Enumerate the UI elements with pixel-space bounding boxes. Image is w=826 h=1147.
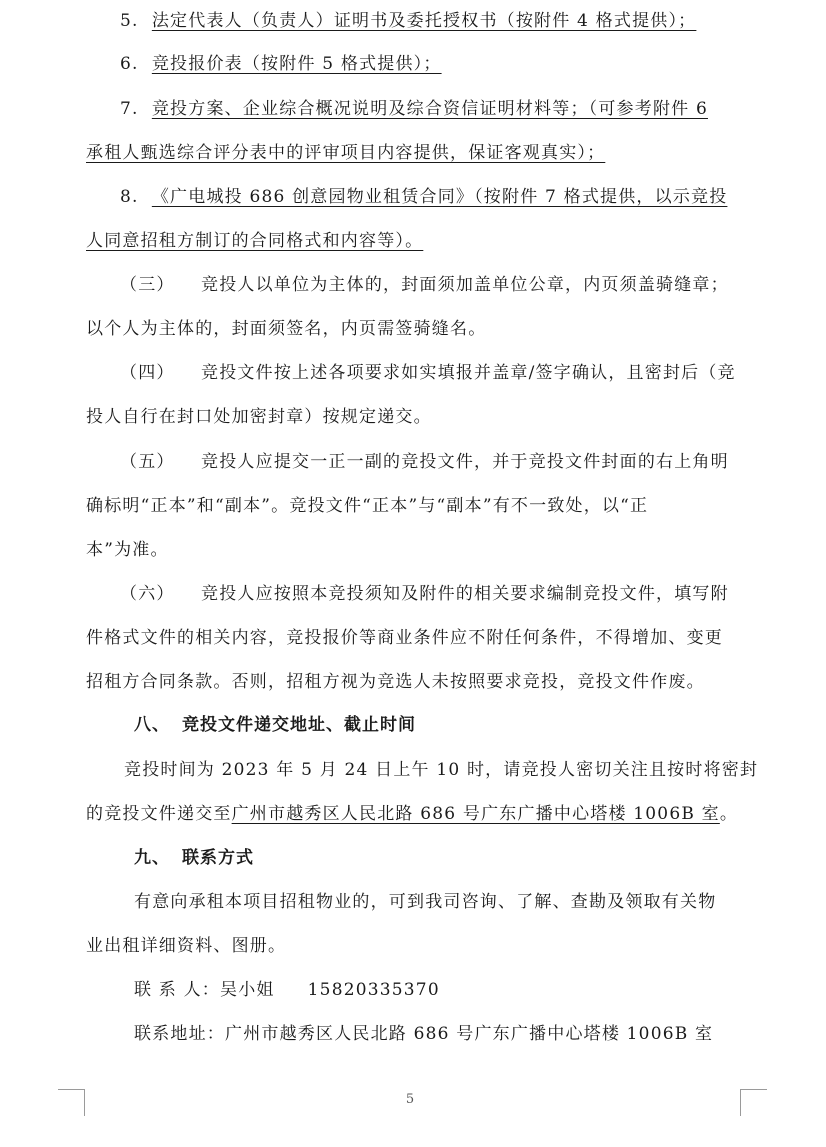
paragraph-text-line1: 竞投文件按上述各项要求如实填报并盖章/签字确认，且密封后（竞 [201, 363, 736, 383]
list-item-8-continuation: 人同意招租方制订的合同格式和内容等）。 [86, 231, 424, 251]
section-9-line2: 业出租详细资料、图册。 [86, 936, 287, 956]
paragraph-text-line1: 竞投人以单位为主体的，封面须加盖单位公章，内页须盖骑缝章； [201, 275, 729, 295]
section-9-heading [134, 846, 254, 870]
list-item-text-line1: 《广电城投 686 创意园物业租赁合同》（按附件 7 格式提供，以示竞投 [151, 187, 728, 207]
list-item-text-line1: 竞投方案、企业综合概况说明及综合资信证明材料等；（可参考附件 6 [151, 99, 708, 119]
delivery-address: 广州市越秀区人民北路 686 号广东广播中心塔楼 1006B 室 [231, 804, 720, 824]
list-item-text: 竞投报价表（按附件 5 格式提供）； [151, 54, 442, 74]
contact-address: 广州市越秀区人民北路 686 号广东广播中心塔楼 1006B 室 [225, 1024, 714, 1044]
list-item-number: 7. [120, 99, 139, 119]
paragraph-label: （三） [120, 275, 175, 295]
list-item-5 [120, 9, 696, 33]
section-number: 八、 [134, 715, 170, 735]
section-title: 竞投文件递交地址、截止时间 [182, 715, 416, 735]
address-label: 联系地址： [134, 1024, 225, 1044]
paragraph-4-line2: 投人自行在封口处加密封章）按规定递交。 [86, 407, 432, 427]
contact-address-row [134, 1022, 713, 1046]
paragraph-6-line3: 招租方合同条款。否则，招租方视为竞选人未按照要求竞投，竞投文件作废。 [86, 672, 705, 692]
crop-mark-left [58, 1089, 85, 1116]
paragraph-text-line1: 竞投人应按照本竞投须知及附件的相关要求编制竞投文件，填写附 [201, 584, 729, 604]
contact-label: 联 系 人： [134, 980, 221, 1000]
paragraph-3 [120, 273, 729, 297]
paragraph-6-line2: 件格式文件的相关内容，竞投报价等商业条件应不附任何条件，不得增加、变更 [86, 628, 723, 648]
section-8-line1: 竞投时间为 2023 年 5 月 24 日上午 10 时，请竞投人密切关注且按时将密封 [124, 760, 759, 780]
crop-mark-right [740, 1089, 767, 1116]
paragraph-3-line2: 以个人为主体的，封面须签名，内页需签骑缝名。 [86, 319, 487, 339]
contact-person-row [134, 978, 440, 1002]
section-9-line1: 有意向承租本项目招租物业的，可到我司咨询、了解、查勘及领取有关物 [134, 892, 717, 912]
list-item-number: 8. [120, 187, 139, 207]
section-number: 九、 [134, 848, 170, 868]
section-8-line2 [86, 802, 738, 826]
list-item-6 [120, 52, 442, 76]
list-item-7 [120, 97, 708, 121]
contact-name: 吴小姐 [220, 980, 275, 1000]
list-item-7-continuation: 承租人甄选综合评分表中的评审项目内容提供，保证客观真实）； [86, 143, 606, 163]
list-item-number: 5. [120, 11, 139, 31]
section-8-line2-prefix: 的竞投文件递交至 [86, 804, 232, 824]
list-item-8 [120, 185, 727, 209]
paragraph-label: （四） [120, 363, 175, 383]
paragraph-5 [120, 450, 729, 474]
paragraph-label: （六） [120, 584, 175, 604]
paragraph-4 [120, 361, 736, 385]
section-8-heading [134, 713, 416, 737]
paragraph-6 [120, 582, 729, 606]
paragraph-text-line1: 竞投人应提交一正一副的竞投文件，并于竞投文件封面的右上角明 [201, 452, 729, 472]
list-item-number: 6. [120, 54, 139, 74]
list-item-text: 法定代表人（负责人）证明书及委托授权书（按附件 4 格式提供）； [151, 11, 697, 31]
contact-phone: 15820335370 [307, 980, 440, 1000]
paragraph-label: （五） [120, 452, 175, 472]
page-number: 5 [405, 1092, 415, 1107]
paragraph-5-line3: 本”为准。 [86, 540, 169, 560]
section-8-line2-end: 。 [719, 804, 739, 824]
section-title: 联系方式 [182, 848, 254, 868]
paragraph-5-line2: 确标明“正本”和“副本”。竞投文件“正本”与“副本”有不一致处，以“正 [86, 496, 649, 516]
